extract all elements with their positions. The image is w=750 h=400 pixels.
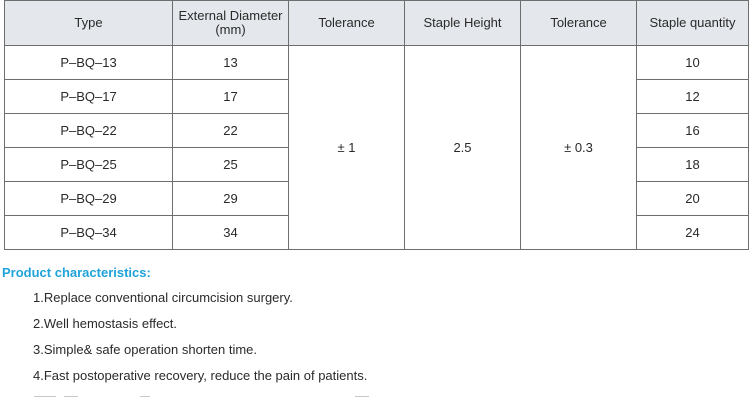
cell-type: P–BQ–13 (5, 46, 173, 80)
list-item: 3.Simple& safe operation shorten time. (33, 342, 258, 357)
header-diameter-tolerance: Tolerance (289, 1, 405, 46)
cell-type: P–BQ–22 (5, 114, 173, 148)
cell-diameter: 34 (173, 216, 289, 250)
cell-diameter: 17 (173, 80, 289, 114)
cell-staple-height: 2.5 (405, 46, 521, 250)
header-type: Type (5, 1, 173, 46)
cell-type: P–BQ–25 (5, 148, 173, 182)
characteristics-title: Product characteristics: (2, 265, 151, 280)
cell-quantity: 10 (637, 46, 749, 80)
cell-quantity: 18 (637, 148, 749, 182)
header-staple-quantity: Staple quantity (637, 1, 749, 46)
list-item: 1.Replace conventional circumcision surgery. (33, 290, 293, 305)
cell-diameter: 29 (173, 182, 289, 216)
cropped-next-line (0, 392, 750, 400)
cell-diameter: 25 (173, 148, 289, 182)
header-staple-height: Staple Height (405, 1, 521, 46)
cell-quantity: 12 (637, 80, 749, 114)
list-item: 2.Well hemostasis effect. (33, 316, 178, 331)
spec-table (4, 0, 749, 250)
cell-height-tolerance: ± 0.3 (521, 46, 637, 250)
table-row (5, 46, 749, 80)
product-characteristics (2, 265, 742, 394)
cell-type: P–BQ–34 (5, 216, 173, 250)
cell-type: P–BQ–29 (5, 182, 173, 216)
cell-quantity: 24 (637, 216, 749, 250)
cell-diameter-tolerance: ± 1 (289, 46, 405, 250)
header-height-tolerance: Tolerance (521, 1, 637, 46)
header-external-diameter: External Diameter (mm) (173, 1, 289, 46)
characteristics-list (2, 290, 742, 394)
cell-quantity: 20 (637, 182, 749, 216)
cell-diameter: 22 (173, 114, 289, 148)
cell-diameter: 13 (173, 46, 289, 80)
list-item: 4.Fast postoperative recovery, reduce the pain of patients. (33, 368, 368, 383)
table-header-row (5, 1, 749, 46)
cell-quantity: 16 (637, 114, 749, 148)
cell-type: P–BQ–17 (5, 80, 173, 114)
